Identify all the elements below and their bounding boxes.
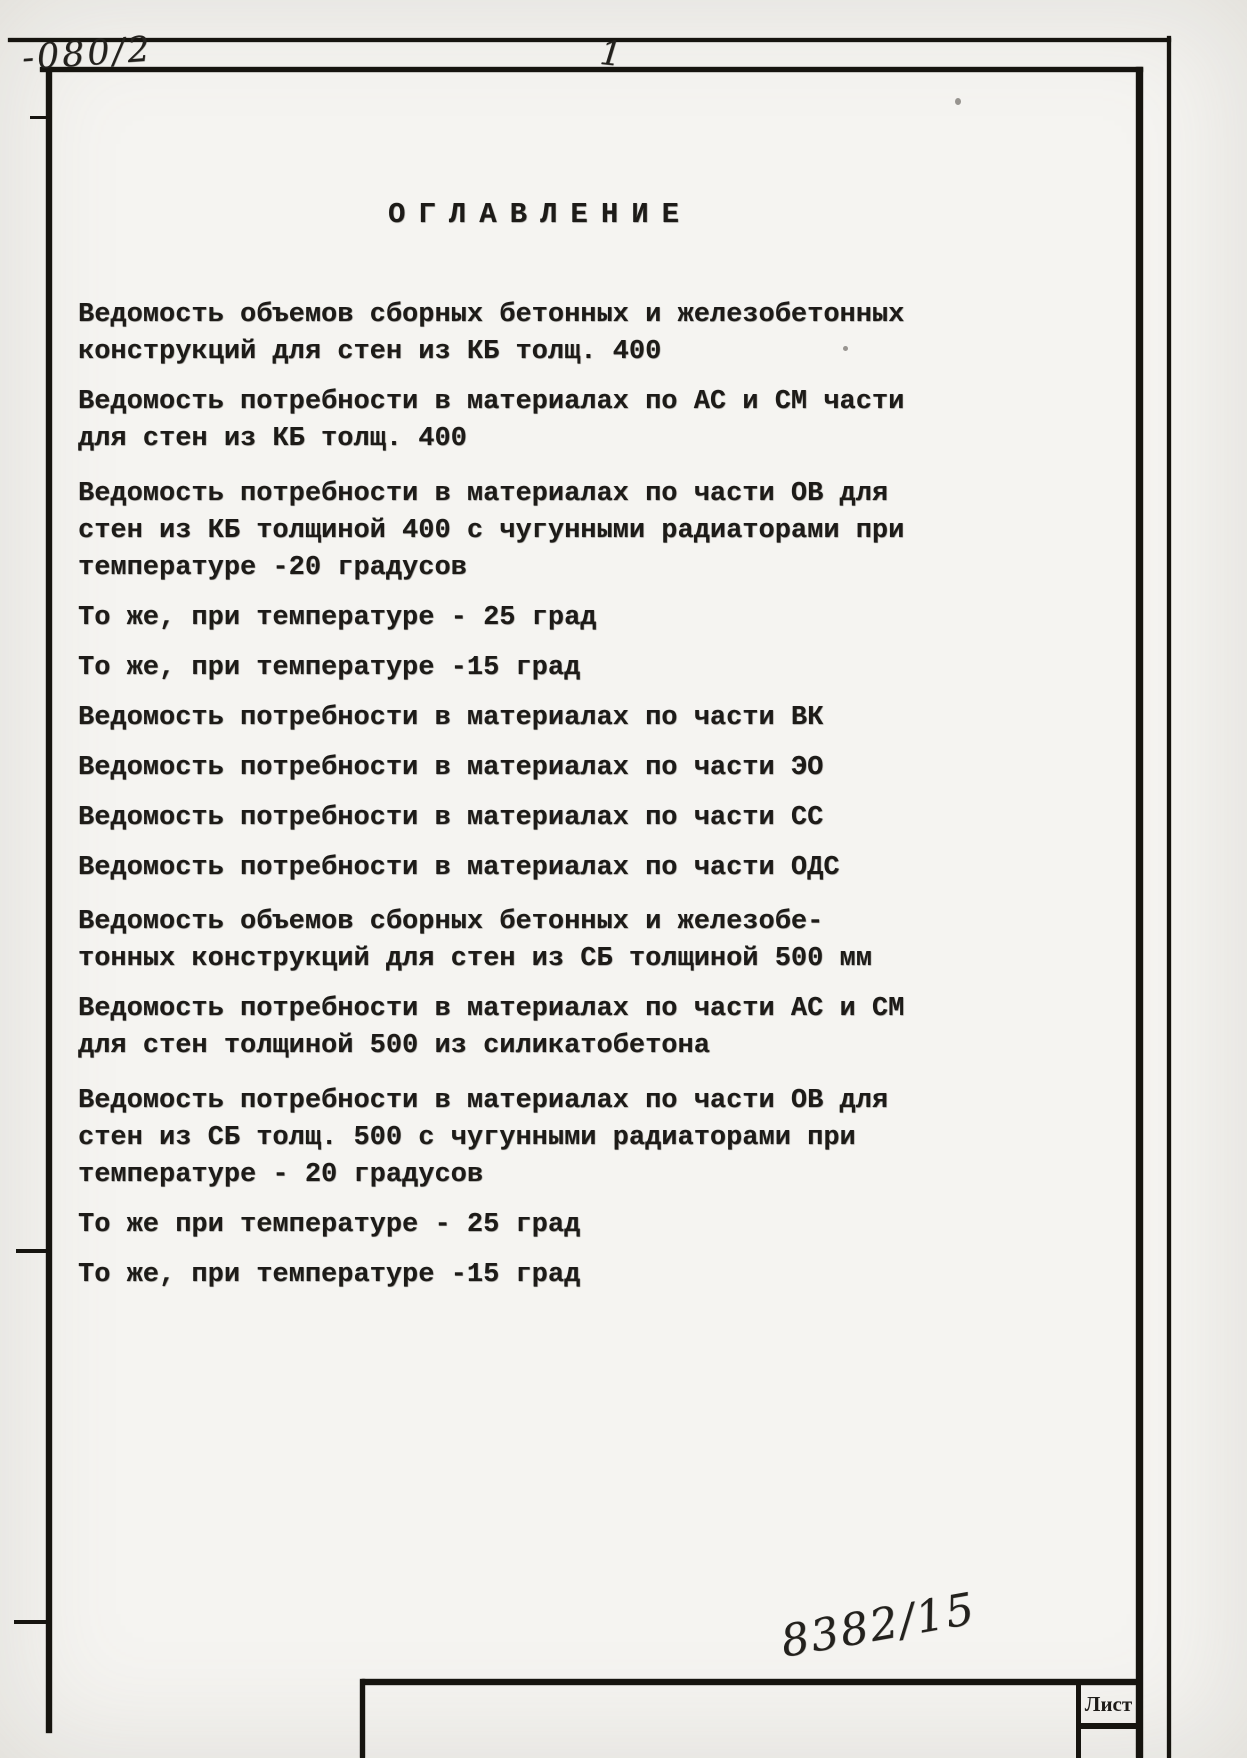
sheet-label-box <box>1076 1685 1136 1729</box>
toc-entry-line: Ведомость объемов сборных бетонных и железобетонных <box>78 300 905 330</box>
toc-entry <box>78 1083 958 1194</box>
handwritten-page-number: 1 <box>597 32 624 76</box>
toc-entry-line: для стен толщиной 500 из силикатобетона <box>78 1031 710 1061</box>
toc-entry-line: То же, при температуре -15 град <box>78 653 581 683</box>
toc-entry-line: конструкций для стен из КБ толщ. 400 <box>78 337 662 367</box>
toc-entry-line: температуре - 20 градусов <box>78 1160 484 1190</box>
toc-entry <box>78 384 958 458</box>
toc-entry-line: Ведомость потребности в материалах по части ЭО <box>78 753 824 783</box>
sheet-box-left-stub-line <box>1076 1729 1081 1758</box>
toc-entry <box>78 850 958 887</box>
toc-entry <box>78 297 958 371</box>
toc-entry <box>78 800 958 837</box>
toc-entry-line: Ведомость потребности в материалах по части АС и СМ <box>78 994 905 1024</box>
inner-frame-left-border <box>46 67 52 1733</box>
toc-entry <box>78 650 958 687</box>
handwritten-document-code: -080/2 <box>20 29 154 79</box>
handwritten-order-number: 8382/15 <box>777 1583 980 1668</box>
toc-entry <box>78 1257 958 1294</box>
toc-entry <box>78 750 958 787</box>
toc-entry-line: То же, при температуре - 25 град <box>78 603 597 633</box>
toc-entry-line: То же при температуре - 25 град <box>78 1210 581 1240</box>
scan-speck <box>955 98 961 105</box>
toc-entry <box>78 476 958 587</box>
toc-entry-line: для стен из КБ толщ. 400 <box>78 424 467 454</box>
toc-entry <box>78 904 958 978</box>
toc-entry-line: Ведомость потребности в материалах по части ВК <box>78 703 824 733</box>
toc-entry-line: Ведомость потребности в материалах по АС и СМ части <box>78 387 905 417</box>
toc-entry <box>78 700 958 737</box>
toc-entry-line: стен из СБ толщ. 500 с чугунными радиаторами при <box>78 1123 856 1153</box>
sheet-label: Лист <box>1084 1691 1133 1716</box>
left-margin-tick-1 <box>16 1249 52 1253</box>
inner-frame-top-border <box>40 67 1143 72</box>
table-of-contents <box>78 196 958 1307</box>
top-outer-border-line <box>8 38 1171 42</box>
title-block-left-line <box>360 1679 365 1758</box>
toc-entry-line: температуре -20 градусов <box>78 553 467 583</box>
title-block-top-line <box>362 1679 1136 1685</box>
page-title: ОГЛАВЛЕНИЕ <box>388 198 693 231</box>
left-margin-tick-2 <box>14 1620 52 1624</box>
left-border-tick-top <box>30 116 52 119</box>
toc-entry-line: Ведомость потребности в материалах по части СС <box>78 803 824 833</box>
toc-entry <box>78 600 958 637</box>
toc-entry-line: тонных конструкций для стен из СБ толщиной 500 мм <box>78 944 872 974</box>
toc-entry <box>78 1207 958 1244</box>
toc-entry-line: стен из КБ толщиной 400 с чугунными радиаторами при <box>78 516 905 546</box>
inner-frame-right-border <box>1136 67 1143 1758</box>
toc-entry-line: То же, при температуре -15 град <box>78 1260 581 1290</box>
toc-entry <box>78 991 958 1065</box>
right-outer-border-line <box>1167 36 1171 1758</box>
toc-entry-line: Ведомость потребности в материалах по части ОВ для <box>78 1086 889 1116</box>
toc-entry-line: Ведомость объемов сборных бетонных и железобе- <box>78 907 824 937</box>
toc-entry-line: Ведомость потребности в материалах по части ОВ для <box>78 479 889 509</box>
toc-entry-line: Ведомость потребности в материалах по части ОДС <box>78 853 840 883</box>
